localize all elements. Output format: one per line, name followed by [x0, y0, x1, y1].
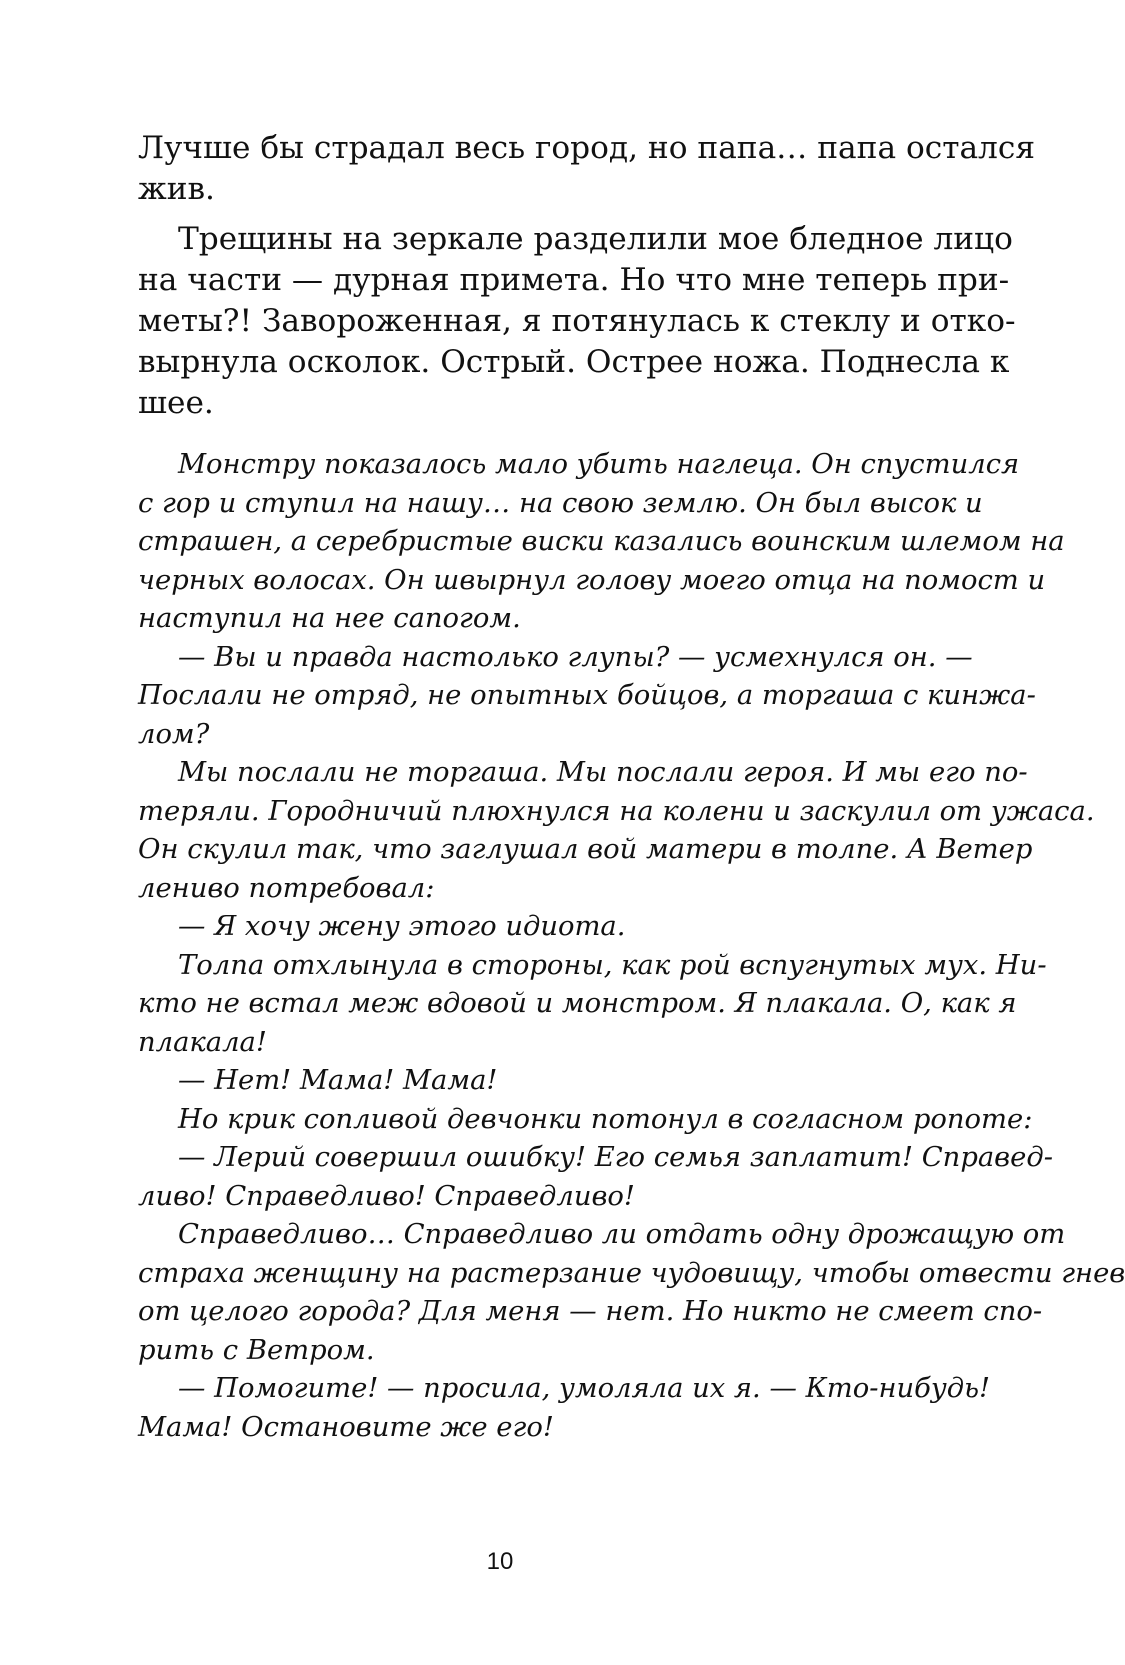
text-line: на части — дурная примета. Но что мне теперь при-: [138, 262, 1010, 298]
text-line: лом?: [138, 718, 210, 750]
paragraph: [138, 128, 1035, 210]
text-line: Послали не отряд, не опытных бойцов, а торгаша с кинжа-: [138, 680, 1036, 711]
text-line: от целого города? Для меня — нет. Но никто не смеет спо-: [138, 1296, 1043, 1327]
text-line: — Вы и правда настолько глупы? — усмехнулся он. —: [178, 641, 973, 673]
text-line: Справедливо… Справедливо ли отдать одну дрожащую от: [178, 1219, 1066, 1250]
page-number: 10: [486, 1548, 514, 1575]
text-line: наступил на нее сапогом.: [138, 603, 521, 634]
text-line: — Лерий совершил ошибку! Его семья заплатит! Справед-: [178, 1142, 1053, 1173]
text-line: вырнула осколок. Острый. Острее ножа. Поднесла к: [138, 344, 1010, 380]
paragraph: [138, 446, 1065, 639]
text-line: Но крик сопливой девчонки потонул в согласном ропоте:: [178, 1103, 1033, 1135]
text-line: Он скулил так, что заглушал вой матери в толпе. А Ветер: [138, 834, 1033, 865]
text-line: — Помогите! — просила, умоляла их я. — Кто-нибудь!: [178, 1373, 991, 1404]
paragraph: [138, 639, 1036, 755]
paragraph: [138, 1101, 1033, 1140]
text-line: — Я хочу жену этого идиота.: [178, 911, 626, 942]
text-line: — Нет! Мама! Мама!: [178, 1065, 498, 1096]
paragraph: [138, 908, 908, 947]
text-line: лениво потребовал:: [138, 872, 435, 904]
text-line: шее.: [138, 385, 214, 421]
text-line: плакала!: [138, 1026, 267, 1058]
paragraph: [138, 1216, 1125, 1370]
text-line: рить с Ветром.: [138, 1334, 375, 1366]
text-line: черных волосах. Он швырнул голову моего отца на помост и: [138, 564, 1046, 596]
text-line: с гор и ступил на нашу… на свою землю. Он был высок и: [138, 487, 983, 519]
paragraph: [138, 1370, 991, 1447]
italic-flashback-section: [138, 446, 1125, 1447]
paragraph: [138, 219, 1016, 424]
prose-section: [138, 128, 1035, 424]
text-line: страха женщину на растерзание чудовищу, чтобы отвести гнев: [138, 1257, 1125, 1289]
text-line: Монстру показалось мало убить наглеца. Он спустился: [178, 449, 1020, 480]
text-line: Толпа отхлынула в стороны, как рой вспугнутых мух. Ни-: [178, 949, 1047, 981]
paragraph: [138, 1062, 908, 1101]
text-line: жив.: [138, 171, 215, 207]
text-line: теряли. Городничий плюхнулся на колени и заскулил от ужаса.: [138, 795, 1095, 827]
text-line: Лучше бы страдал весь город, но папа… папа остался: [138, 130, 1035, 166]
text-line: Трещины на зеркале разделили мое бледное лицо: [178, 221, 1013, 257]
paragraph: [138, 947, 1047, 1063]
paragraph: [138, 1139, 1053, 1216]
text-line: кто не встал меж вдовой и монстром. Я плакала. О, как я: [138, 988, 1017, 1019]
text-line: Мама! Остановите же его!: [138, 1411, 554, 1443]
text-line: Мы послали не торгаша. Мы послали героя. И мы его по-: [178, 757, 1028, 788]
text-line: страшен, а серебристые виски казались воинским шлемом на: [138, 526, 1065, 557]
text-line: меты?! Завороженная, я потянулась к стеклу и отко-: [138, 303, 1016, 339]
paragraph: [138, 754, 1095, 908]
text-line: ливо! Справедливо! Справедливо!: [138, 1180, 635, 1212]
